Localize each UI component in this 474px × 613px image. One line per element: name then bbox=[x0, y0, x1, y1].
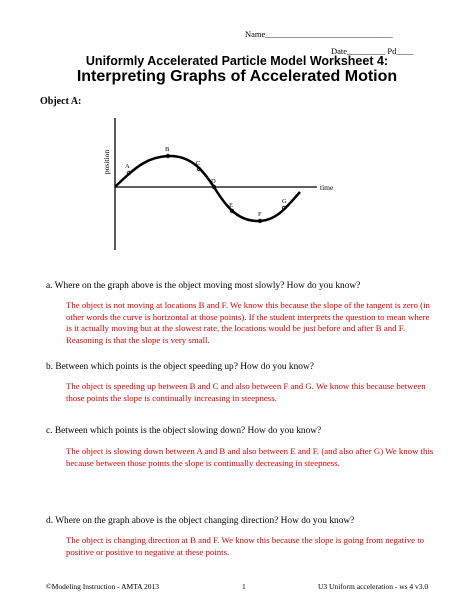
point-a-label: A bbox=[125, 163, 130, 170]
name-label: Name bbox=[245, 29, 266, 39]
answer-a: The object is not moving at locations B and F. We know this because the slope of the tangent is zero (in other words the curve is horizontal at those points). If the student interprets the question to mean where is it actually moving but at the slowest rate, the locations would be just before and after B and F. Reasoning is that the slope is very small. bbox=[66, 300, 430, 345]
position-curve bbox=[115, 156, 300, 221]
answer-d: The object is changing direction at B and F. We know this because the slope is going from negative to positive or positive to negative at these points. bbox=[66, 535, 425, 557]
answer-c: The object is slowing down between A and B and also between E and F. (and also after G) We know this because between those points the slope is continually decreasing in steepness. bbox=[66, 446, 434, 468]
question-a: a. Where on the graph above is the object moving most slowly? How do you know? bbox=[46, 281, 361, 291]
question-c: c. Between which points is the object slowing down? How do you know? bbox=[46, 426, 322, 436]
y-axis-label: position bbox=[102, 149, 111, 175]
point-d-label: D bbox=[211, 178, 216, 185]
name-blank: ______________________________ bbox=[265, 29, 393, 39]
footer-copyright: ©Modeling Instruction - AMTA 2013 bbox=[46, 582, 160, 591]
answer-b: The object is speeding up between B and C and also between F and G. We know this because between those points the slope is continually increasing in steepness. bbox=[66, 381, 426, 403]
footer-page-number: 1 bbox=[242, 582, 246, 591]
question-d: d. Where on the graph above is the object changing direction? How do you know? bbox=[46, 516, 355, 526]
worksheet-title: Uniformly Accelerated Particle Model Worksheet 4: bbox=[85, 54, 389, 68]
x-axis-label: time bbox=[320, 183, 334, 192]
point-c-label: C bbox=[196, 160, 201, 167]
object-label: Object A: bbox=[40, 96, 82, 107]
period-label: Pd bbox=[387, 46, 397, 56]
worksheet-subtitle: Interpreting Graphs of Accelerated Motion bbox=[76, 68, 398, 85]
position-time-graph bbox=[92, 110, 352, 250]
name-field bbox=[245, 29, 393, 39]
point-g-label: G bbox=[282, 198, 287, 205]
question-b: b. Between which points is the object speeding up? How do you know? bbox=[46, 362, 314, 372]
point-b-label: B bbox=[165, 146, 170, 153]
footer-worksheet-id: U3 Uniform acceleration - ws 4 v3.0 bbox=[318, 582, 429, 591]
point-e-label: E bbox=[229, 202, 233, 209]
date-blank: _________ bbox=[347, 46, 386, 56]
date-label: Date bbox=[331, 46, 348, 56]
point-f-label: F bbox=[258, 211, 262, 218]
period-blank: ____ bbox=[396, 46, 414, 56]
